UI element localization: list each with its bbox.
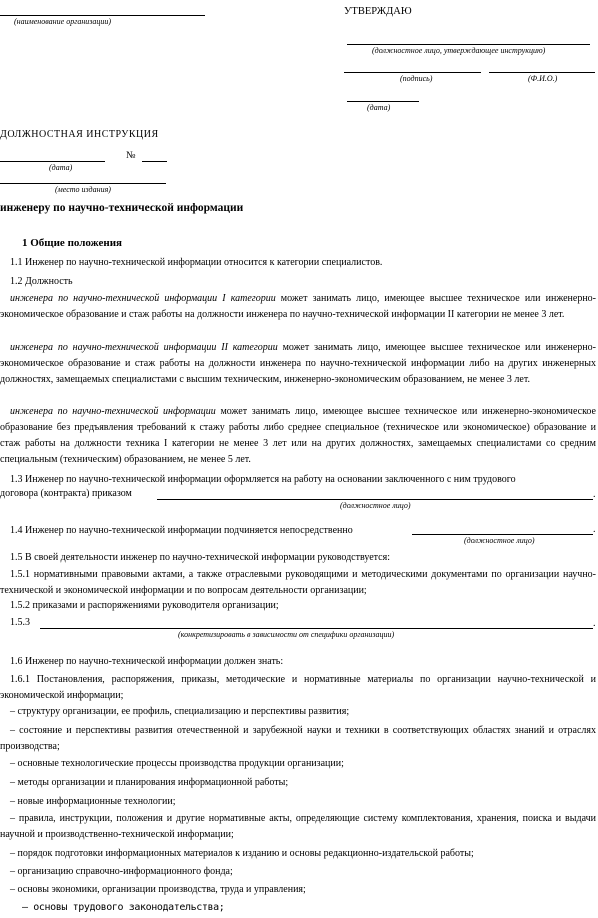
signature-caption: (подпись) <box>400 74 433 83</box>
approval-date-line <box>347 101 419 102</box>
list-item: – основы экономики, организации производства, труда и управления; <box>10 884 306 895</box>
paragraph-1-5-3-line <box>40 628 593 629</box>
fio-line <box>489 72 595 73</box>
doc-date-line <box>0 161 105 162</box>
list-item: – основы трудового законодательства; <box>22 902 225 913</box>
place-of-issue-caption: (место издания) <box>55 185 111 194</box>
list-item: – состояние и перспективы развития отечественной и зарубежной науки и техники в соответствующих областях знаний и отраслях производства; <box>0 725 596 752</box>
paragraph-category-3 <box>0 404 596 468</box>
paragraph-1-4: 1.4 Инженер по научно-технической информации подчиняется непосредственно <box>10 525 353 536</box>
paragraph-1-5-3-period: . <box>593 618 596 629</box>
signature-line <box>344 72 481 73</box>
category-3-text: может занимать лицо, имеющее высшее техническое или инженерно-экономическое образование без предъявления требований к стажу работы либо среднее специальное (техническое или экономическое) образование и стаж работы на должности техника I категории не менее 3 лет или на других должностях, замещаемых специалистами со средним специальным (техническим) образованием, не менее 5 лет. <box>0 406 596 465</box>
paragraph-1-6-1: 1.6.1 Постановления, распоряжения, приказы, методические и нормативные материалы по организации научно-технической и экономической информации; <box>0 674 596 701</box>
category-1-title: инженера по научно-технической информации I категории <box>10 293 276 304</box>
paragraph-1-5-1: 1.5.1 нормативными правовыми актами, а также отраслевыми руководящими и методическими документами по организации научно-технической и экономической информации и по вопросам деятельности организации; <box>0 569 596 596</box>
list-item: – методы организации и планирования информационной работы; <box>10 777 289 788</box>
paragraph-1-3-line2: договора (контракта) приказом <box>0 488 132 499</box>
paragraph-1-5-3: 1.5.3 <box>10 617 30 628</box>
approve-heading: УТВЕРЖДАЮ <box>344 6 412 17</box>
document-title: ДОЛЖНОСТНАЯ ИНСТРУКЦИЯ <box>0 129 159 140</box>
paragraph-1-5-3-caption: (конкретизировать в зависимости от специфики организации) <box>178 630 395 639</box>
category-2-text: может занимать лицо, имеющее высшее техническое или инженерно-экономическое образование и стаж работы на должности инженера по научно-технической информации либо на других инженерных должностях, замещаемых специалистами с высшим техническим, инженерно-экономическим образованием, не менее 3 лет. <box>0 342 596 385</box>
list-item: – новые информационные технологии; <box>10 796 176 807</box>
paragraph-1-2: 1.2 Должность <box>10 276 73 287</box>
order-issuer-period: . <box>593 489 596 500</box>
paragraph-category-2 <box>0 340 596 388</box>
document-subject: инженеру по научно-технической информации <box>0 202 244 214</box>
paragraph-1-1: 1.1 Инженер по научно-технической информации относится к категории специалистов. <box>10 257 383 268</box>
doc-number-line <box>142 161 167 162</box>
paragraph-category-1 <box>0 291 596 323</box>
doc-number-sign: № <box>126 150 136 161</box>
approver-position-caption: (должностное лицо, утверждающее инструкцию) <box>372 46 546 55</box>
paragraph-1-5-2: 1.5.2 приказами и распоряжениями руководителя организации; <box>10 600 279 611</box>
list-item: – структуру организации, ее профиль, специализацию и перспективы развития; <box>10 706 350 717</box>
fio-caption: (Ф.И.О.) <box>528 74 558 83</box>
doc-date-caption: (дата) <box>49 163 73 172</box>
organization-name-line <box>0 15 205 16</box>
order-issuer-line <box>157 499 593 500</box>
order-issuer-caption: (должностное лицо) <box>340 501 411 510</box>
supervisor-caption: (должностное лицо) <box>464 536 535 545</box>
category-2-title: инженера по научно-технической информации II категории <box>10 342 278 353</box>
supervisor-line <box>412 534 593 535</box>
supervisor-period: . <box>593 524 596 535</box>
category-3-title: инженера по научно-технической информации <box>10 406 216 417</box>
category-1-text: может занимать лицо, имеющее высшее техническое или инженерно-экономическое образование и стаж работы на должности инженера по научно-технической информации II категории не менее 3 лет. <box>0 293 597 320</box>
list-item: – правила, инструкции, положения и другие нормативные акты, определяющие систему комплектования, хранения, поиска и выдачи научной и производственно-технической информации; <box>0 813 596 840</box>
paragraph-1-3-line1: 1.3 Инженер по научно-технической информации оформляется на работу на основании заключенного с ним трудового <box>10 474 516 485</box>
organization-name-caption: (наименование организации) <box>14 17 112 26</box>
list-item: – организацию справочно-информационного фонда; <box>10 866 233 877</box>
paragraph-1-5: 1.5 В своей деятельности инженер по научно-технической информации руководствуется: <box>10 552 390 563</box>
section-heading: 1 Общие положения <box>22 237 122 249</box>
approver-position-line <box>347 44 590 45</box>
paragraph-1-6: 1.6 Инженер по научно-технической информации должен знать: <box>10 656 284 667</box>
place-of-issue-line <box>0 183 166 184</box>
list-item: – основные технологические процессы производства продукции организации; <box>10 758 344 769</box>
approval-date-caption: (дата) <box>367 103 391 112</box>
list-item: – порядок подготовки информационных материалов к изданию и основы редакционно-издательской работы; <box>10 848 474 859</box>
